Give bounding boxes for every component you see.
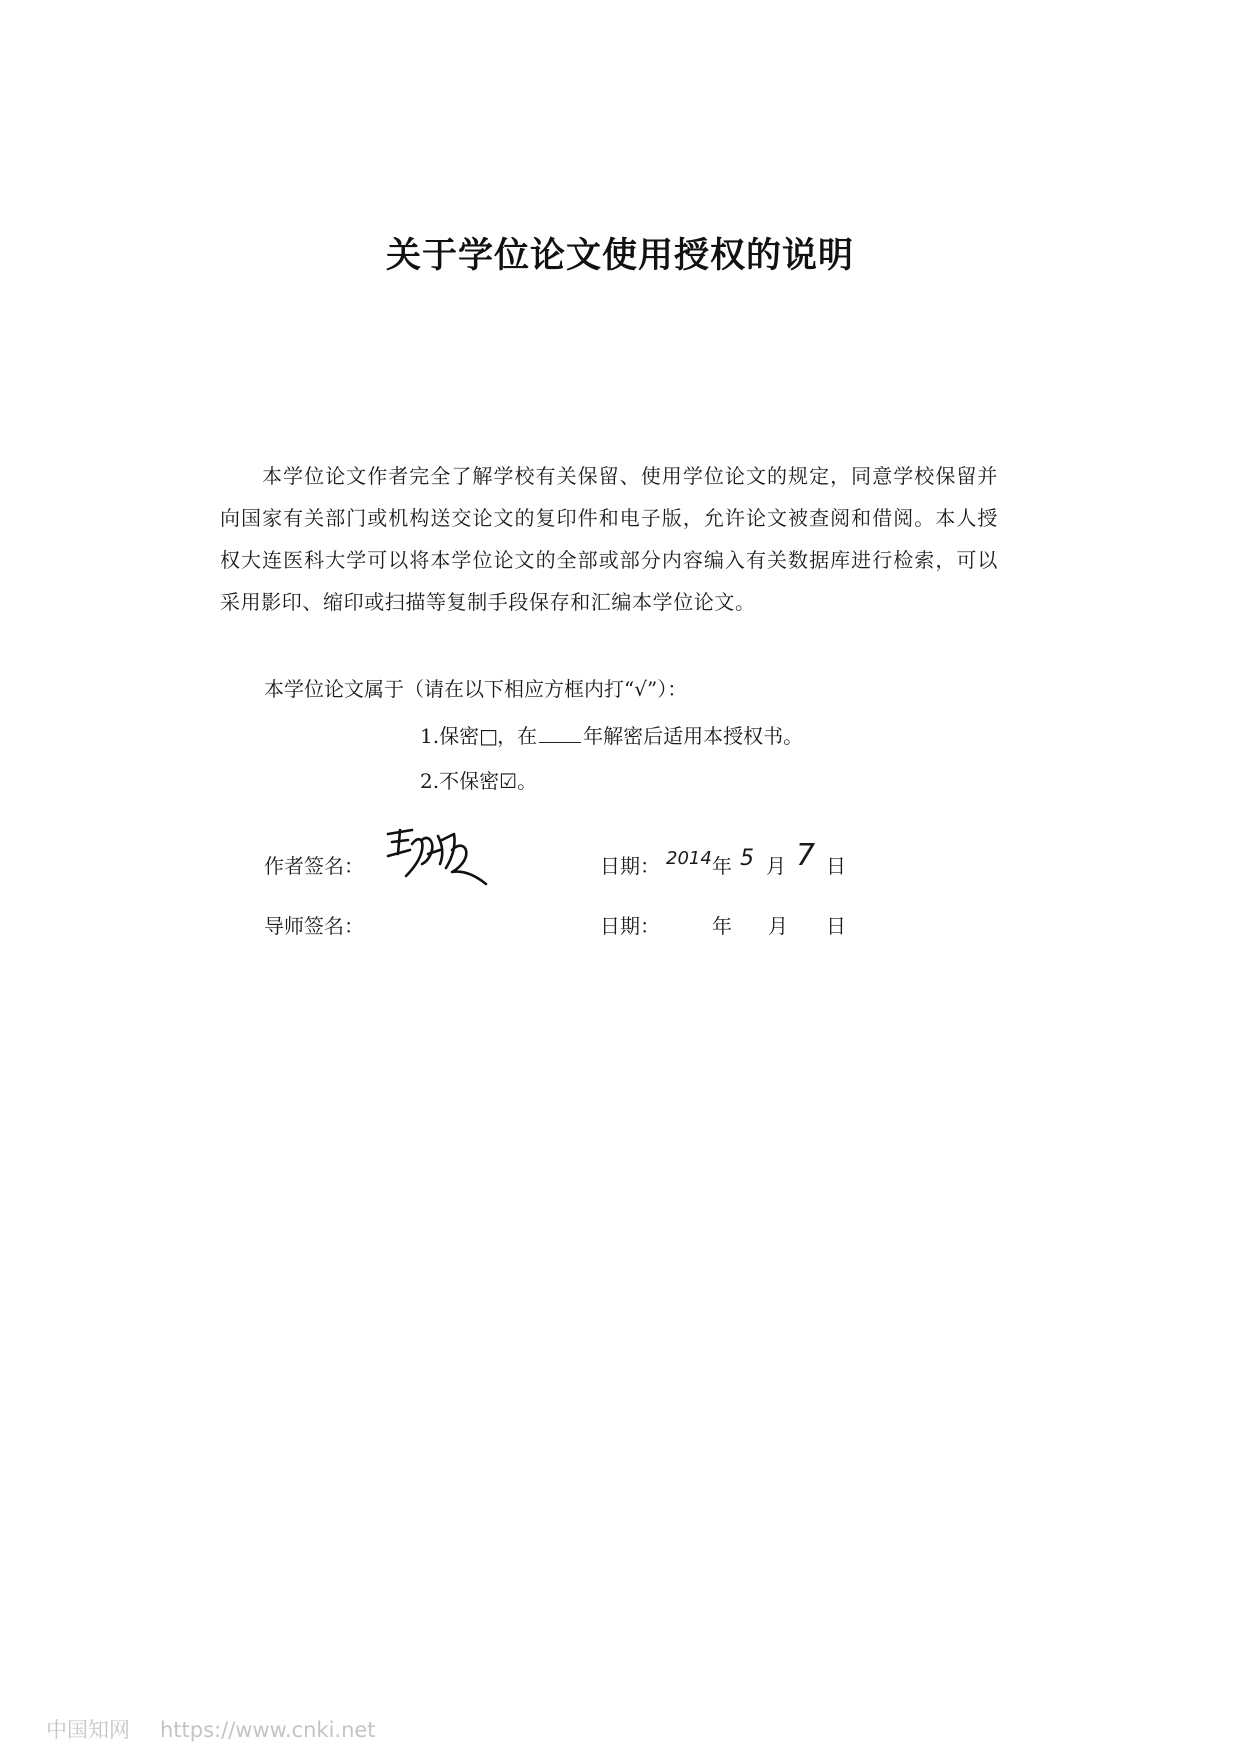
checkbox-checked-icon: ☑ <box>499 769 518 793</box>
option-confidential <box>420 720 803 749</box>
day-unit: 日 <box>826 854 846 878</box>
classification-question: 本学位论文属于（请在以下相应方框内打“√”）： <box>264 677 688 701</box>
option-middle-text: ，在 <box>497 724 538 748</box>
author-date-year: 2014 <box>666 848 712 869</box>
advisor-signature-label: 导师签名： <box>264 914 364 938</box>
day-unit: 日 <box>826 914 846 938</box>
author-signature-icon <box>382 820 492 890</box>
watermark-url: https://www.cnki.net <box>160 1718 376 1742</box>
option-suffix: 。 <box>517 769 538 793</box>
option-number: 1. <box>420 724 440 748</box>
author-signature-label: 作者签名： <box>264 854 364 878</box>
authorization-paragraph: 本学位论文作者完全了解学校有关保留、使用学位论文的规定，同意学校保留并向国家有关部门或机构送交论文的复印件和电子版，允许论文被查阅和借阅。本人授权大连医科大学可以将本学位论文的全部或部分内容编入有关数据库进行检索，可以采用影印、缩印或扫描等复制手段保存和汇编本学位论文。 <box>220 464 998 614</box>
checkbox-empty-icon: □ <box>479 724 498 748</box>
advisor-date-label: 日期： <box>600 914 660 938</box>
month-unit: 月 <box>768 914 788 938</box>
page-title: 关于学位论文使用授权的说明 <box>385 236 854 276</box>
option-number: 2. <box>420 769 440 793</box>
month-unit: 月 <box>766 854 786 878</box>
author-date-month: 5 <box>740 846 754 871</box>
watermark-brand: 中国知网 <box>46 1718 130 1742</box>
option-label: 不保密 <box>439 769 500 793</box>
option-not-confidential <box>420 765 537 794</box>
option-suffix: 年解密后适用本授权书。 <box>583 724 804 748</box>
year-unit: 年 <box>712 854 732 878</box>
year-blank-line <box>539 726 581 743</box>
author-date-day: 7 <box>796 838 816 873</box>
author-date-label: 日期： <box>600 854 660 878</box>
year-unit: 年 <box>712 914 732 938</box>
option-label: 保密 <box>439 724 480 748</box>
watermark-footer <box>46 1714 376 1744</box>
